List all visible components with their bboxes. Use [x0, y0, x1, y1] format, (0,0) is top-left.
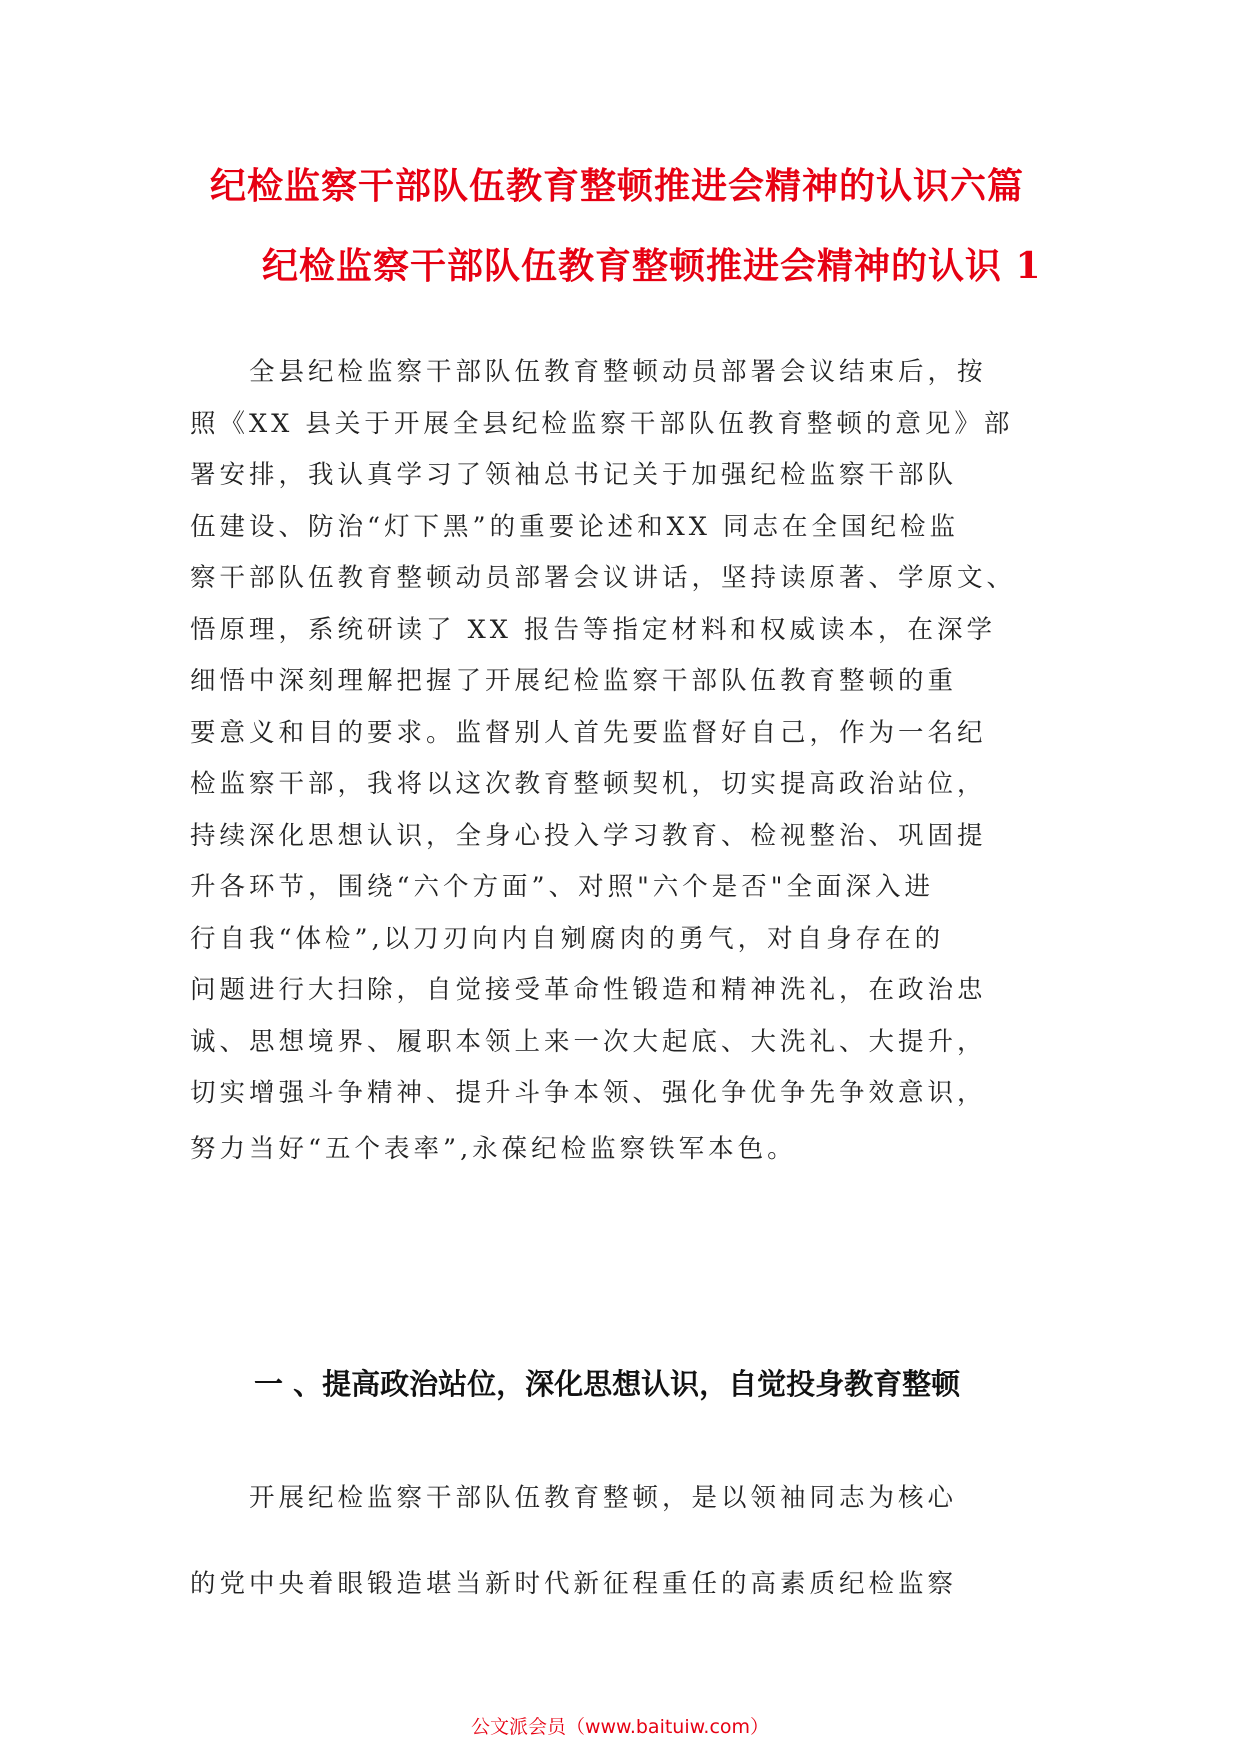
paragraph-line: 署安排，我认真学习了领袖总书记关于加强纪检监察干部队 [190, 460, 958, 490]
paragraph-line: 升各环节，围绕“六个方面”、对照"六个是否"全面深入进 [190, 872, 935, 902]
paragraph-line: 行自我“体检”,以刀刃向内自剜腐肉的勇气，对自身存在的 [190, 924, 945, 954]
paragraph-line: 全县纪检监察干部队伍教育整顿动员部署会议结束后，按 [190, 357, 987, 387]
paragraph-line: 悟原理，系统研读了 XX 报告等指定材料和权威读本，在深学 [190, 615, 997, 645]
paragraph-line: 照《XX 县关于开展全县纪检监察干部队伍教育整顿的意见》部 [190, 409, 1014, 439]
paragraph-line: 的党中央着眼锻造堪当新时代新征程重任的高素质纪检监察 [190, 1569, 958, 1599]
paragraph-line: 要意义和目的要求。监督别人首先要监督好自己，作为一名纪 [190, 718, 987, 748]
document-title: 纪检监察干部队伍教育整顿推进会精神的认识六篇 [210, 165, 1025, 207]
paragraph-line: 诚、思想境界、履职本领上来一次大起底、大洗礼、大提升， [190, 1027, 987, 1057]
paragraph-line: 伍建设、防治“灯下黑”的重要论述和XX 同志在全国纪检监 [190, 512, 959, 542]
paragraph-line: 开展纪检监察干部队伍教育整顿，是以领袖同志为核心 [190, 1483, 958, 1513]
paragraph-line: 察干部队伍教育整顿动员部署会议讲话，坚持读原著、学原文、 [190, 563, 1017, 593]
paragraph-line: 努力当好“五个表率”,永葆纪检监察铁军本色。 [190, 1134, 797, 1164]
paragraph-line: 检监察干部，我将以这次教育整顿契机，切实提高政治站位， [190, 769, 987, 799]
paragraph-line: 切实增强斗争精神、提升斗争本领、强化争优争先争效意识， [190, 1078, 987, 1108]
paragraph-line: 问题进行大扫除，自觉接受革命性锻造和精神洗礼，在政治忠 [190, 975, 987, 1005]
section-heading: 一 、提高政治站位，深化思想认识，自觉投身教育整顿 [254, 1367, 961, 1401]
paragraph-line: 细悟中深刻理解把握了开展纪检监察干部队伍教育整顿的重 [190, 666, 958, 696]
paragraph-line: 持续深化思想认识，全身心投入学习教育、检视整治、巩固提 [190, 821, 987, 851]
article-subtitle: 纪检监察干部队伍教育整顿推进会精神的认识 1 [262, 245, 1042, 287]
page-footer: 公文派会员（www.baituiw.com） [470, 1716, 770, 1738]
